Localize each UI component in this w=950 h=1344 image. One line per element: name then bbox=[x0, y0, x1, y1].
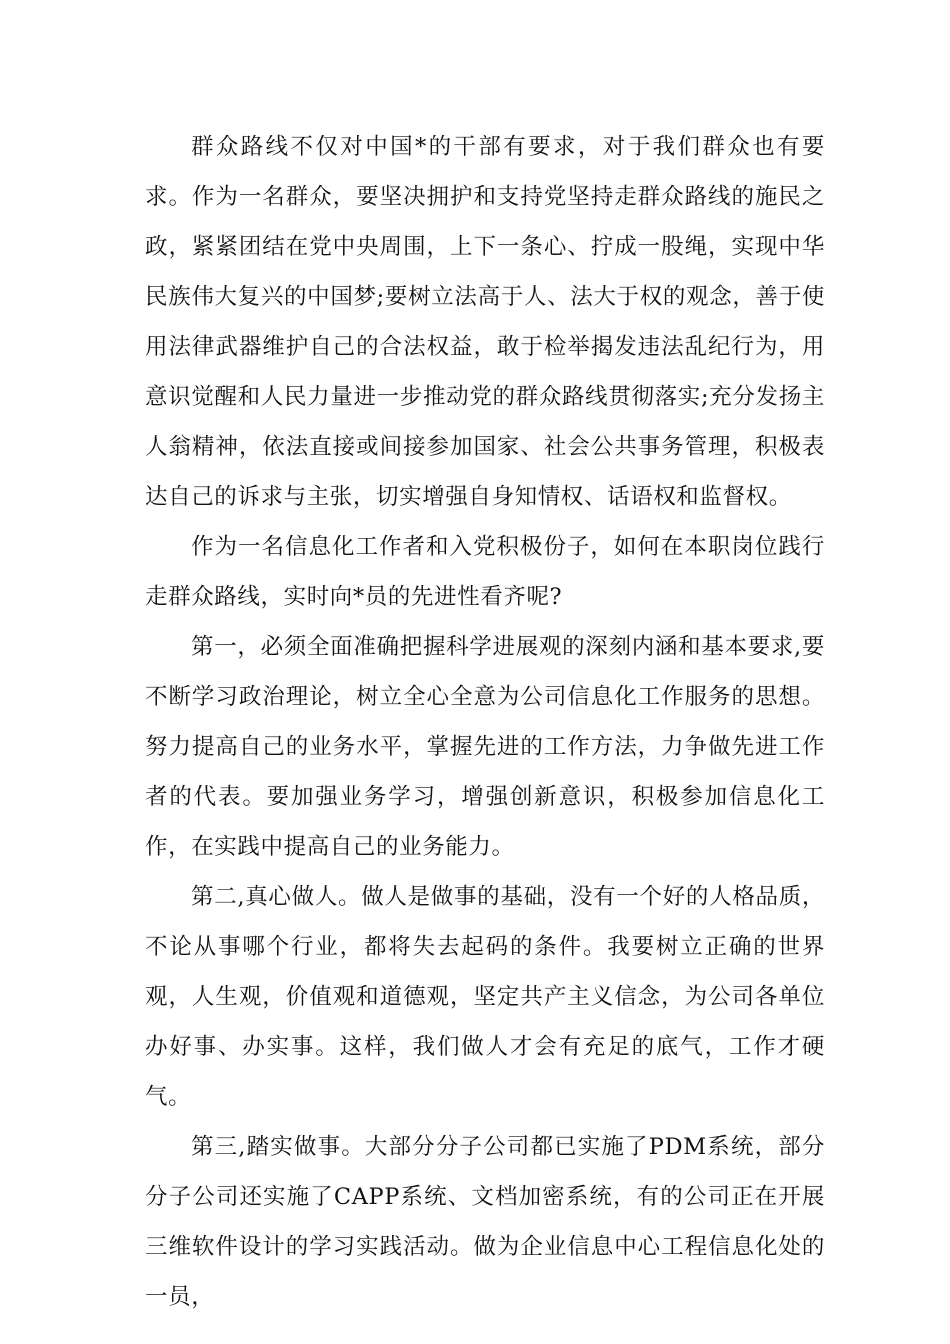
paragraph-mass-line-requirements: 群众路线不仅对中国*的干部有要求，对于我们群众也有要求。作为一名群众，要坚决拥护和支持党坚持走群众路线的施民之政，紧紧团结在党中央周围，上下一条心、拧成一股绳，实现中华民族伟大复兴的中国梦;要树立法高于人、法大于权的观念，善于使用法律武器维护自己的合法权益，敢于检举揭发违法乱纪行为，用意识觉醒和人民力量进一步推动党的群众路线贯彻落实;充分发扬主人翁精神，依法直接或间接参加国家、社会公共事务管理，积极表达自己的诉求与主张，切实增强自身知情权、话语权和监督权。 bbox=[145, 134, 825, 510]
paragraph-first: 第一，必须全面准确把握科学进展观的深刻内涵和基本要求,要不断学习政治理论，树立全心全意为公司信息化工作服务的思想。努力提高自己的业务水平，掌握先进的工作方法，力争做先进工作者的代表。要加强业务学习，增强创新意识，积极参加信息化工作，在实践中提高自己的业务能力。 bbox=[145, 634, 825, 860]
paragraph-question: 作为一名信息化工作者和入党积极份子，如何在本职岗位践行走群众路线，实时向*员的先进性看齐呢? bbox=[145, 534, 825, 610]
paragraph-third: 第三,踏实做事。大部分分子公司都已实施了PDM系统，部分分子公司还实施了CAPP系统、文档加密系统，有的公司正在开展三维软件设计的学习实践活动。做为企业信息中心工程信息化处的一员， bbox=[145, 1134, 825, 1310]
paragraph-second: 第二,真心做人。做人是做事的基础，没有一个好的人格品质，不论从事哪个行业，都将失去起码的条件。我要树立正确的世界观，人生观，价值观和道德观，坚定共产主义信念，为公司各单位办好事、办实事。这样，我们做人才会有充足的底气，工作才硬气。 bbox=[145, 884, 825, 1110]
document-body bbox=[145, 122, 825, 1322]
